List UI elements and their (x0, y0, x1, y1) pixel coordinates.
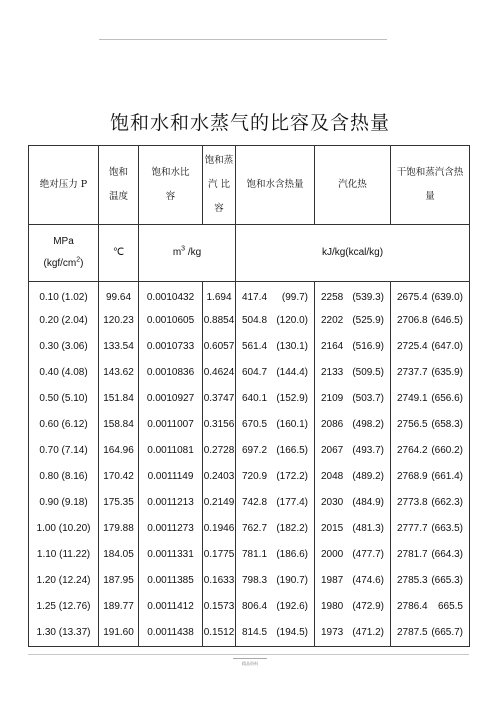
vaporization-heat-cell (315, 438, 391, 464)
water-heat-cell-kj: 814.5 (242, 627, 268, 638)
unit-kgf (29, 257, 98, 271)
vaporization-heat-cell-kj: 2258 (321, 292, 344, 303)
unit-kgf-sup: 2 (76, 256, 81, 264)
vaporization-heat-cell-kcal: (539.3) (352, 292, 384, 303)
pressure-cell: 0.80 (8.16) (29, 464, 99, 490)
water-heat-cell-kcal: (177.4) (276, 497, 308, 508)
water-heat-cell (236, 568, 315, 594)
table-row (29, 386, 470, 412)
temperature-cell: 189.77 (99, 594, 139, 620)
steam-heat-cell-pair (391, 366, 469, 380)
steam-heat-cell-kj: 2773.8 (397, 497, 428, 508)
header-row (29, 146, 470, 225)
water-heat-cell-kcal: (186.6) (276, 549, 308, 560)
pressure-cell: 0.30 (3.06) (29, 334, 99, 360)
page-title: 饱和水和水蒸气的比容及含热量 (109, 112, 390, 134)
water-heat-cell-kj: 798.3 (242, 575, 268, 586)
vaporization-heat-cell-kcal: (503.7) (352, 393, 384, 404)
water-heat-cell-kcal: (144.4) (276, 367, 308, 378)
steam-heat-cell-kcal: (660.2) (431, 445, 463, 456)
unit-volume (139, 225, 236, 282)
header-pressure: 绝对压力 P (29, 146, 99, 225)
vaporization-heat-cell-kj: 2030 (321, 497, 344, 508)
steam-heat-cell (391, 594, 470, 620)
water-heat-cell (236, 386, 315, 412)
steam-heat-cell (391, 334, 470, 360)
steam-volume-cell: 0.4624 (203, 360, 236, 386)
vaporization-heat-cell-kj: 1980 (321, 601, 344, 612)
header-steam-heat-line2: 量 (425, 191, 435, 202)
steam-volume-cell: 0.2403 (203, 464, 236, 490)
water-heat-cell (236, 594, 315, 620)
pressure-cell: 1.30 (13.37) (29, 620, 99, 647)
vaporization-heat-cell-kj: 2015 (321, 523, 344, 534)
vaporization-heat-cell-kcal: (498.2) (352, 419, 384, 430)
water-volume-cell: 0.0011412 (139, 594, 203, 620)
header-steam-heat-line1: 干饱和蒸汽含热 (396, 167, 464, 178)
vaporization-heat-cell-pair (315, 392, 390, 406)
table-row (29, 464, 470, 490)
temperature-cell: 133.54 (99, 334, 139, 360)
water-volume-cell: 0.0011273 (139, 516, 203, 542)
vaporization-heat-cell-pair (315, 418, 390, 432)
water-heat-cell-kj: 504.8 (242, 315, 268, 326)
water-volume-cell: 0.0010733 (139, 334, 203, 360)
water-heat-cell-kj: 670.5 (242, 419, 268, 430)
steam-heat-cell-pair (391, 626, 469, 640)
unit-kgf-text: (kgf/cm (43, 258, 77, 269)
vaporization-heat-cell-pair (315, 340, 390, 354)
water-heat-cell-kj: 697.2 (242, 445, 268, 456)
steam-heat-cell (391, 490, 470, 516)
water-volume-cell: 0.0011438 (139, 620, 203, 647)
water-heat-cell-kj: 720.9 (242, 471, 268, 482)
vaporization-heat-cell-pair (315, 470, 390, 484)
vaporization-heat-cell-kcal: (484.9) (352, 497, 384, 508)
vaporization-heat-cell-kcal: (477.7) (352, 549, 384, 560)
water-heat-cell-kcal: (194.5) (276, 627, 308, 638)
header-temperature (99, 146, 139, 225)
vaporization-heat-cell-kcal: (516.9) (352, 341, 384, 352)
vaporization-heat-cell-kj: 2067 (321, 445, 344, 456)
vaporization-heat-cell-kcal: (471.2) (352, 627, 384, 638)
steam-heat-cell-kcal: (662.3) (431, 497, 463, 508)
unit-mpa: MPa (53, 236, 74, 247)
table-row (29, 568, 470, 594)
water-heat-cell-kj: 742.8 (242, 497, 268, 508)
water-volume-cell: 0.0011213 (139, 490, 203, 516)
unit-pressure (29, 225, 99, 282)
steam-heat-cell-pair (391, 314, 469, 328)
steam-heat-cell-kj: 2725.4 (397, 341, 428, 352)
header-water-heat: 饱和水含热量 (236, 146, 315, 225)
pressure-cell: 0.60 (6.12) (29, 412, 99, 438)
temperature-cell: 143.62 (99, 360, 139, 386)
steam-heat-cell-kj: 2675.4 (397, 292, 428, 303)
top-divider (99, 39, 387, 40)
vaporization-heat-cell-kcal: (472.9) (352, 601, 384, 612)
vaporization-heat-cell-pair (315, 574, 390, 588)
vaporization-heat-cell-kj: 1973 (321, 627, 344, 638)
vaporization-heat-cell-pair (315, 626, 390, 640)
vaporization-heat-cell-kj: 2202 (321, 315, 344, 326)
water-heat-cell-pair (236, 470, 314, 484)
water-heat-cell-pair (236, 600, 314, 614)
steam-heat-cell-pair (391, 496, 469, 510)
vaporization-heat-cell-kcal: (474.6) (352, 575, 384, 586)
water-heat-cell-pair (236, 496, 314, 510)
vaporization-heat-cell (315, 620, 391, 647)
water-heat-cell-pair (236, 444, 314, 458)
vaporization-heat-cell-kj: 2164 (321, 341, 344, 352)
steam-heat-cell-pair (391, 548, 469, 562)
pressure-cell: 1.10 (11.22) (29, 542, 99, 568)
pressure-cell: 0.50 (5.10) (29, 386, 99, 412)
steam-heat-cell-kcal: (635.9) (431, 367, 463, 378)
steam-heat-cell-pair (391, 418, 469, 432)
temperature-cell: 175.35 (99, 490, 139, 516)
steam-heat-cell (391, 620, 470, 647)
temperature-cell: 187.95 (99, 568, 139, 594)
vaporization-heat-cell-pair (315, 314, 390, 328)
water-heat-cell (236, 334, 315, 360)
water-heat-cell (236, 308, 315, 334)
steam-volume-cell: 0.3747 (203, 386, 236, 412)
water-volume-cell: 0.0011007 (139, 412, 203, 438)
steam-heat-cell-kcal: (664.3) (431, 549, 463, 560)
vaporization-heat-cell (315, 334, 391, 360)
header-water-volume-line2: 容 (165, 191, 176, 202)
steam-heat-cell-kcal: (639.0) (431, 292, 463, 303)
vaporization-heat-cell (315, 542, 391, 568)
vaporization-heat-cell (315, 386, 391, 412)
water-heat-cell (236, 438, 315, 464)
water-heat-cell (236, 542, 315, 568)
vaporization-heat-cell-kcal: (489.2) (352, 471, 384, 482)
steam-heat-cell-pair (391, 444, 469, 458)
vaporization-heat-cell (315, 516, 391, 542)
header-steam-volume (203, 146, 236, 225)
pressure-cell: 0.70 (7.14) (29, 438, 99, 464)
table-row (29, 438, 470, 464)
water-heat-cell-kj: 806.4 (242, 601, 268, 612)
temperature-cell: 120.23 (99, 308, 139, 334)
vaporization-heat-cell (315, 490, 391, 516)
water-heat-cell-kcal: (172.2) (276, 471, 308, 482)
vaporization-heat-cell-kj: 2048 (321, 471, 344, 482)
table-row (29, 620, 470, 647)
steam-heat-cell (391, 282, 470, 309)
pressure-cell: 0.90 (9.18) (29, 490, 99, 516)
steam-volume-cell: 0.1946 (203, 516, 236, 542)
table-row (29, 412, 470, 438)
steam-table (28, 145, 470, 647)
steam-heat-cell (391, 464, 470, 490)
steam-volume-cell: 0.1573 (203, 594, 236, 620)
water-volume-cell: 0.0010605 (139, 308, 203, 334)
steam-heat-cell-kcal: (665.3) (431, 575, 463, 586)
temperature-cell: 170.42 (99, 464, 139, 490)
header-temperature-line1: 饱和 (108, 167, 128, 178)
unit-temperature: ℃ (99, 225, 139, 282)
water-heat-cell-kcal: (166.5) (276, 445, 308, 456)
water-heat-cell-pair (236, 626, 314, 640)
steam-volume-cell: 0.8854 (203, 308, 236, 334)
steam-heat-cell-kcal: (647.0) (431, 341, 463, 352)
steam-heat-cell-kcal: (661.4) (431, 471, 463, 482)
steam-heat-cell (391, 568, 470, 594)
steam-volume-cell: 0.2728 (203, 438, 236, 464)
vaporization-heat-cell-kcal: (493.7) (352, 445, 384, 456)
steam-heat-cell-kj: 2787.5 (397, 627, 428, 638)
water-heat-cell (236, 360, 315, 386)
water-heat-cell-pair (236, 574, 314, 588)
water-heat-cell (236, 516, 315, 542)
steam-heat-cell-kj: 2777.7 (397, 523, 428, 534)
vaporization-heat-cell-kcal: (525.9) (352, 315, 384, 326)
table-row (29, 516, 470, 542)
vaporization-heat-cell-pair (315, 366, 390, 380)
water-heat-cell-kcal: (192.6) (276, 601, 308, 612)
vaporization-heat-cell (315, 360, 391, 386)
water-heat-cell (236, 412, 315, 438)
steam-heat-cell (391, 438, 470, 464)
pressure-cell: 1.00 (10.20) (29, 516, 99, 542)
water-heat-cell-kcal: (152.9) (276, 393, 308, 404)
unit-kgf-close: ) (80, 258, 84, 269)
vaporization-heat-cell-kj: 2133 (321, 367, 344, 378)
water-heat-cell-pair (236, 291, 314, 305)
table-row (29, 360, 470, 386)
bottom-divider (28, 654, 469, 655)
water-volume-cell: 0.0011149 (139, 464, 203, 490)
steam-heat-cell-pair (391, 470, 469, 484)
steam-volume-cell: 0.6057 (203, 334, 236, 360)
water-heat-cell-kcal: (190.7) (276, 575, 308, 586)
steam-heat-cell (391, 386, 470, 412)
vaporization-heat-cell (315, 594, 391, 620)
unit-row (29, 225, 470, 282)
water-volume-cell: 0.0011385 (139, 568, 203, 594)
water-volume-cell: 0.0010432 (139, 282, 203, 309)
water-heat-cell-pair (236, 548, 314, 562)
vaporization-heat-cell (315, 412, 391, 438)
header-water-volume (139, 146, 203, 225)
pressure-cell: 0.20 (2.04) (29, 308, 99, 334)
header-steam-volume-line1: 饱和蒸 (204, 155, 234, 166)
temperature-cell: 164.96 (99, 438, 139, 464)
header-vaporization-heat: 汽化热 (315, 146, 391, 225)
steam-heat-cell-kcal: (646.5) (431, 315, 463, 326)
table-row (29, 594, 470, 620)
vaporization-heat-cell (315, 568, 391, 594)
temperature-cell: 179.88 (99, 516, 139, 542)
water-heat-cell-kj: 604.7 (242, 367, 268, 378)
steam-heat-cell-kj: 2786.4 (397, 601, 428, 612)
unit-volume-rest: /kg (185, 247, 202, 258)
steam-heat-cell-kj: 2764.2 (397, 445, 428, 456)
header-steam-heat (391, 146, 470, 225)
table-row (29, 490, 470, 516)
steam-volume-cell: 0.1775 (203, 542, 236, 568)
water-volume-cell: 0.0011331 (139, 542, 203, 568)
water-heat-cell-pair (236, 340, 314, 354)
vaporization-heat-cell (315, 282, 391, 309)
header-steam-volume-line3: 容 (214, 203, 224, 214)
steam-heat-cell (391, 542, 470, 568)
steam-heat-cell (391, 516, 470, 542)
pressure-cell: 1.25 (12.76) (29, 594, 99, 620)
water-heat-cell-kj: 417.4 (242, 292, 268, 303)
steam-heat-cell-pair (391, 600, 469, 614)
header-water-volume-line1: 饱和水比 (151, 167, 190, 178)
temperature-cell: 99.64 (99, 282, 139, 309)
unit-heat: kJ/kg(kcal/kg) (236, 225, 470, 282)
vaporization-heat-cell-kj: 2109 (321, 393, 344, 404)
steam-heat-cell-pair (391, 522, 469, 536)
steam-heat-cell-kj: 2737.7 (397, 367, 428, 378)
vaporization-heat-cell-pair (315, 600, 390, 614)
steam-heat-cell-pair (391, 291, 469, 305)
steam-heat-cell (391, 360, 470, 386)
vaporization-heat-cell-kj: 2000 (321, 549, 344, 560)
unit-volume-sup: 3 (181, 245, 186, 253)
footer-text: 精品资料 (242, 661, 258, 666)
steam-heat-cell-kcal: (658.3) (431, 419, 463, 430)
table-row (29, 308, 470, 334)
steam-volume-cell: 0.1633 (203, 568, 236, 594)
water-volume-cell: 0.0010927 (139, 386, 203, 412)
steam-heat-cell-kj: 2749.1 (397, 393, 428, 404)
table-row (29, 334, 470, 360)
water-heat-cell-kcal: (160.1) (276, 419, 308, 430)
table-row (29, 542, 470, 568)
vaporization-heat-cell-kcal: (481.3) (352, 523, 384, 534)
steam-heat-cell-pair (391, 340, 469, 354)
steam-heat-cell-pair (391, 392, 469, 406)
steam-heat-cell-kcal: (665.7) (431, 627, 463, 638)
vaporization-heat-cell-kj: 2086 (321, 419, 344, 430)
vaporization-heat-cell (315, 464, 391, 490)
steam-heat-cell-kcal: 665.5 (437, 601, 463, 612)
steam-heat-cell-kj: 2781.7 (397, 549, 428, 560)
water-volume-cell: 0.0010836 (139, 360, 203, 386)
temperature-cell: 184.05 (99, 542, 139, 568)
water-heat-cell-kj: 781.1 (242, 549, 268, 560)
water-heat-cell (236, 464, 315, 490)
temperature-cell: 158.84 (99, 412, 139, 438)
water-heat-cell-kj: 762.7 (242, 523, 268, 534)
steam-heat-cell (391, 412, 470, 438)
pressure-cell: 0.40 (4.08) (29, 360, 99, 386)
steam-heat-cell-pair (391, 574, 469, 588)
steam-heat-cell-kj: 2756.5 (397, 419, 428, 430)
water-heat-cell-kcal: (120.0) (276, 315, 308, 326)
pressure-cell: 0.10 (1.02) (29, 282, 99, 309)
vaporization-heat-cell-pair (315, 522, 390, 536)
vaporization-heat-cell-pair (315, 291, 390, 305)
steam-heat-cell-kj: 2768.9 (397, 471, 428, 482)
water-heat-cell-pair (236, 418, 314, 432)
water-heat-cell (236, 282, 315, 309)
water-heat-cell-kj: 561.4 (242, 341, 268, 352)
footer-divider (233, 658, 267, 659)
steam-heat-cell (391, 308, 470, 334)
water-heat-cell-kcal: (182.2) (276, 523, 308, 534)
steam-volume-cell: 0.2149 (203, 490, 236, 516)
header-steam-volume-line2: 汽 比 (207, 179, 231, 190)
steam-volume-cell: 0.3156 (203, 412, 236, 438)
steam-heat-cell-kcal: (663.5) (431, 523, 463, 534)
vaporization-heat-cell-pair (315, 444, 390, 458)
water-heat-cell-pair (236, 366, 314, 380)
vaporization-heat-cell-pair (315, 496, 390, 510)
vaporization-heat-cell-pair (315, 548, 390, 562)
water-heat-cell (236, 620, 315, 647)
steam-volume-cell: 0.1512 (203, 620, 236, 647)
unit-volume-m: m (172, 247, 182, 258)
steam-heat-cell-kj: 2785.3 (397, 575, 428, 586)
steam-heat-cell-kj: 2706.8 (397, 315, 428, 326)
water-heat-cell-kcal: (130.1) (276, 341, 308, 352)
water-heat-cell-pair (236, 392, 314, 406)
water-heat-cell-pair (236, 522, 314, 536)
water-heat-cell (236, 490, 315, 516)
water-heat-cell-kj: 640.1 (242, 393, 268, 404)
vaporization-heat-cell-kcal: (509.5) (352, 367, 384, 378)
pressure-cell: 1.20 (12.24) (29, 568, 99, 594)
temperature-cell: 191.60 (99, 620, 139, 647)
temperature-cell: 151.84 (99, 386, 139, 412)
water-volume-cell: 0.0011081 (139, 438, 203, 464)
water-heat-cell-pair (236, 314, 314, 328)
vaporization-heat-cell-kj: 1987 (321, 575, 344, 586)
vaporization-heat-cell (315, 308, 391, 334)
steam-heat-cell-kcal: (656.6) (431, 393, 463, 404)
water-heat-cell-kcal: (99.7) (281, 292, 308, 303)
steam-volume-cell: 1.694 (203, 282, 236, 309)
header-temperature-line2: 温度 (108, 191, 128, 202)
table-row (29, 282, 470, 309)
